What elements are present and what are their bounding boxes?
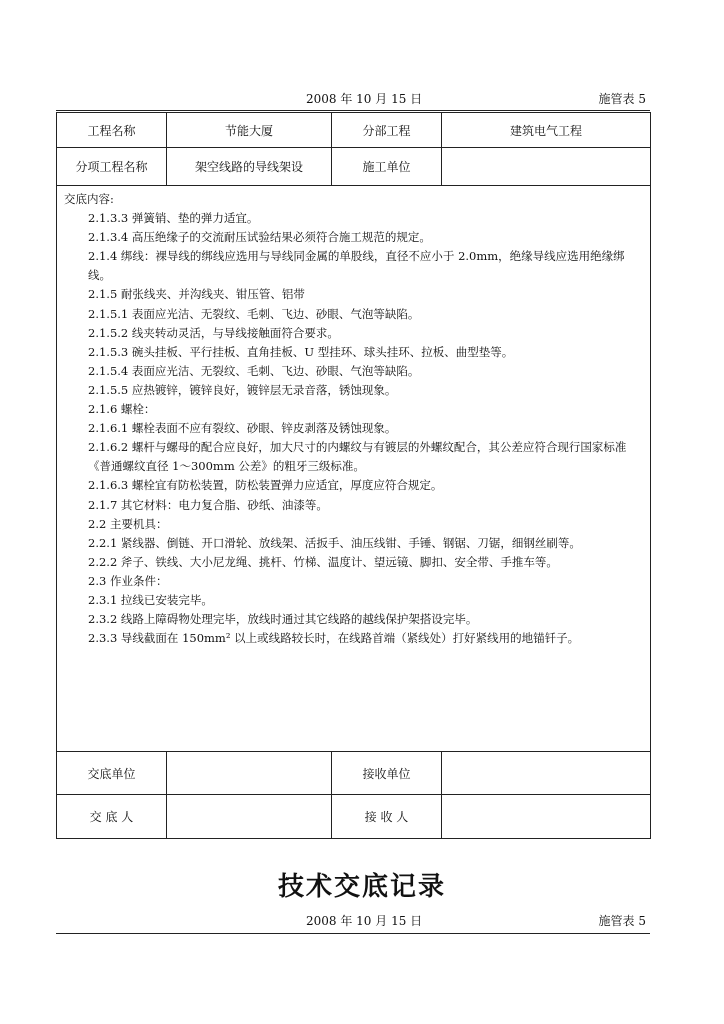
- content-line: 2.1.5.3 碗头挂板、平行挂板、直角挂板、U 型挂环、球头挂环、拉板、曲型垫等。: [88, 344, 514, 359]
- contractor-value: [442, 148, 651, 186]
- content-line: 2.3 作业条件：: [88, 573, 168, 588]
- content-line: 2.2 主要机具：: [88, 516, 168, 531]
- content-heading: 交底内容:: [64, 192, 114, 206]
- content-line: 2.1.5.4 表面应光洁、无裂纹、毛刺、飞边、砂眼、气泡等缺陷。: [88, 363, 420, 378]
- issuer-unit-value: [167, 752, 332, 795]
- project-name-value: 节能大厦: [167, 113, 332, 148]
- contractor-label: 施工单位: [332, 148, 442, 186]
- content-line: 2.1.4 绑线：裸导线的绑线应选用与导线同金属的单股线，直径不应小于 2.0mm，绝缘导线应选用绝缘绑线。: [88, 249, 625, 283]
- content-line: 2.3.1 拉线已安装完毕。: [88, 592, 213, 607]
- content-line: 2.1.6 螺栓：: [88, 402, 156, 417]
- form-row-project: [57, 113, 651, 148]
- header-date: 2008 年 10 月 15 日: [306, 92, 423, 106]
- receiver-label: 接 收 人: [332, 795, 442, 839]
- content-line: 2.2.1 紧线器、倒链、开口滑轮、放线架、活扳手、油压线钳、手锤、钢锯、刀锯，细钢丝刷等。: [88, 535, 581, 550]
- content-line: 2.3.3 导线截面在 150mm² 以上或线路较长时，在线路首端（紧线处）打好紧线用的地锚钎子。: [88, 631, 580, 646]
- form-row-subproject: [57, 148, 651, 186]
- content-line: 2.1.3.3 弹簧销、垫的弹力适宜。: [88, 211, 259, 226]
- handover-form-table: [56, 112, 651, 839]
- subproject-label: 分项工程名称: [57, 148, 167, 186]
- footer-form-code: 施管表 5: [598, 914, 646, 928]
- form-row-units: [57, 752, 651, 795]
- content-line: 2.1.5 耐张线夹、并沟线夹、钳压管、铝带: [88, 287, 305, 302]
- content-line: 2.2.2 斧子、铁线、大小尼龙绳、挑杆、竹梯、温度计、望远镜、脚扣、安全带、手推车等。: [88, 554, 558, 569]
- project-name-label: 工程名称: [57, 113, 167, 148]
- footer-date: 2008 年 10 月 15 日: [306, 914, 423, 928]
- issuer-value: [167, 795, 332, 839]
- form-code: 施管表 5: [598, 92, 646, 106]
- content-line: 2.1.5.1 表面应光洁、无裂纹、毛刺、飞边、砂眼、气泡等缺陷。: [88, 306, 420, 321]
- receiver-unit-label: 接收单位: [332, 752, 442, 795]
- content-cell: [57, 186, 651, 752]
- content-line: 2.1.6.3 螺栓宜有防松装置，防松装置弹力应适宜，厚度应符合规定。: [88, 478, 443, 493]
- content-lines: [64, 209, 644, 648]
- receiver-value: [442, 795, 651, 839]
- content-line: 2.1.5.2 线夹转动灵活，与导线接触面符合要求。: [88, 325, 339, 340]
- content-line: 2.1.6.2 螺杆与螺母的配合应良好，加大尺寸的内螺纹与有镀层的外螺纹配合，其公差应符合现行国家标准《普通螺纹直径 1～300mm 公差》的粗牙三级标准。: [88, 440, 627, 474]
- content-line: 2.1.5.5 应热镀锌，镀锌良好，镀锌层无录音落，锈蚀现象。: [88, 382, 397, 397]
- form-row-persons: [57, 795, 651, 839]
- issuer-label: 交 底 人: [57, 795, 167, 839]
- form-row-content: [57, 186, 651, 752]
- issuer-unit-label: 交底单位: [57, 752, 167, 795]
- bottom-rule: [56, 933, 650, 934]
- receiver-unit-value: [442, 752, 651, 795]
- division-label: 分部工程: [332, 113, 442, 148]
- content-line: 2.3.2 线路上障碍物处理完毕，放线时通过其它线路的越线保护架搭设完毕。: [88, 612, 478, 627]
- division-value: 建筑电气工程: [442, 113, 651, 148]
- content-line: 2.1.3.4 高压绝缘子的交流耐压试验结果必须符合施工规范的规定。: [88, 230, 431, 245]
- content-line: 2.1.6.1 螺栓表面不应有裂纹、砂眼、锌皮剥落及锈蚀现象。: [88, 421, 397, 436]
- document-title: 技术交底记录: [277, 872, 446, 902]
- subproject-value: 架空线路的导线架设: [167, 148, 332, 186]
- content-line: 2.1.7 其它材料：电力复合脂、砂纸、油漆等。: [88, 497, 328, 512]
